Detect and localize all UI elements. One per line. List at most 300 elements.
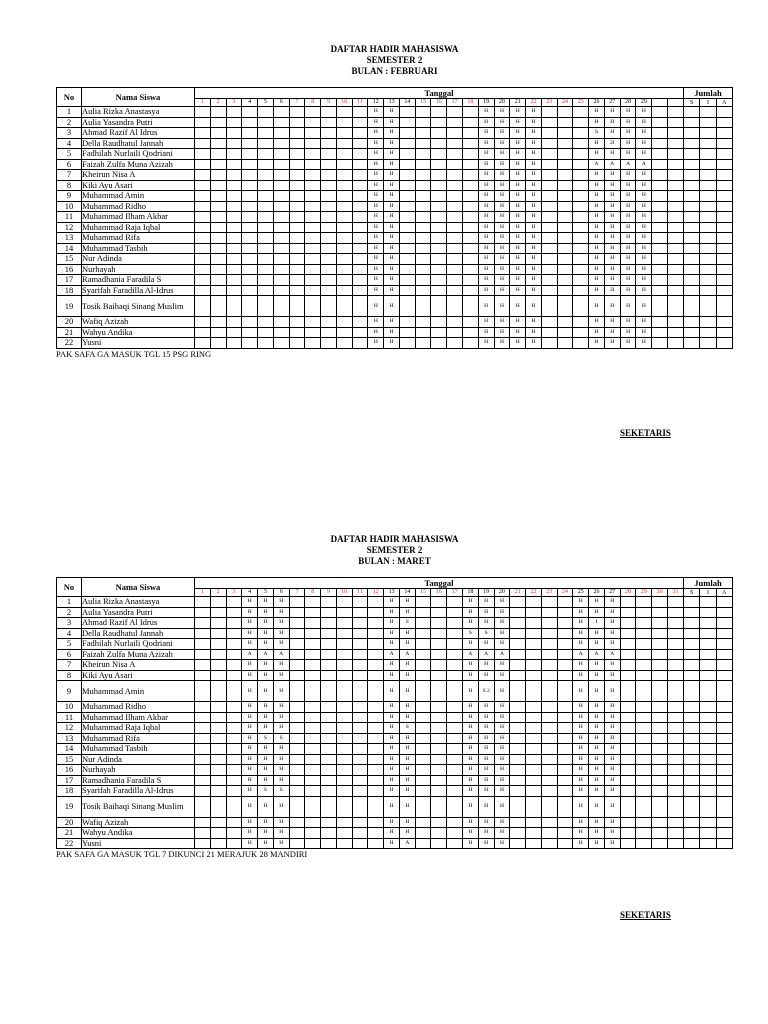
attendance-cell — [242, 243, 258, 254]
attendance-cell: H — [242, 828, 258, 839]
attendance-cell — [336, 159, 352, 170]
total-subheader: I — [700, 589, 716, 597]
attendance-cell — [336, 681, 352, 702]
attendance-cell: H — [478, 327, 494, 338]
total-cell — [700, 765, 716, 776]
student-name: Muhammad Raja Iqbal — [82, 723, 195, 734]
attendance-cell — [526, 828, 542, 839]
attendance-cell: A — [573, 649, 589, 660]
attendance-cell — [526, 733, 542, 744]
attendance-cell: H — [573, 786, 589, 797]
attendance-cell — [447, 180, 463, 191]
attendance-cell — [526, 618, 542, 629]
student-name: Nurhayah — [82, 264, 195, 275]
total-cell — [684, 712, 700, 723]
total-cell — [700, 597, 716, 608]
total-cell — [700, 754, 716, 765]
attendance-cell — [667, 702, 683, 713]
attendance-cell: H — [494, 670, 510, 681]
attendance-cell — [463, 191, 479, 202]
attendance-cell: H — [463, 817, 479, 828]
attendance-cell: H — [494, 128, 510, 139]
day-number: 27 — [604, 99, 620, 107]
total-cell — [700, 254, 716, 265]
attendance-cell: H — [589, 597, 605, 608]
attendance-cell — [415, 828, 431, 839]
attendance-cell — [447, 107, 463, 118]
attendance-cell — [226, 754, 242, 765]
day-number: 2 — [210, 99, 226, 107]
attendance-cell: H — [636, 264, 652, 275]
attendance-cell: H — [494, 607, 510, 618]
attendance-cell — [305, 681, 321, 702]
sheet-month: BULAN : FEBRUARI — [351, 66, 438, 76]
attendance-cell — [510, 712, 526, 723]
attendance-cell — [195, 149, 211, 160]
attendance-cell — [321, 754, 337, 765]
total-cell — [684, 128, 700, 139]
attendance-cell — [289, 264, 305, 275]
attendance-cell: H — [478, 138, 494, 149]
attendance-cell — [652, 817, 668, 828]
day-number: 6 — [273, 99, 289, 107]
attendance-cell — [431, 607, 447, 618]
attendance-cell — [667, 296, 683, 317]
column-no-header: No — [57, 578, 82, 597]
total-cell — [684, 317, 700, 328]
sheet-header — [56, 44, 733, 77]
student-row — [57, 180, 733, 191]
attendance-cell — [667, 170, 683, 181]
attendance-cell — [415, 117, 431, 128]
total-cell — [716, 817, 732, 828]
attendance-cell — [447, 828, 463, 839]
attendance-cell: H — [384, 775, 400, 786]
attendance-cell — [652, 243, 668, 254]
attendance-cell — [620, 733, 636, 744]
attendance-cell — [336, 775, 352, 786]
attendance-cell — [352, 327, 368, 338]
attendance-cell — [226, 838, 242, 849]
attendance-cell: H — [526, 212, 542, 223]
attendance-cell — [526, 838, 542, 849]
attendance-cell — [526, 639, 542, 650]
attendance-cell — [336, 786, 352, 797]
attendance-cell — [195, 327, 211, 338]
attendance-cell: H — [510, 317, 526, 328]
attendance-cell — [289, 702, 305, 713]
attendance-cell — [289, 212, 305, 223]
attendance-cell — [557, 775, 573, 786]
attendance-cell — [636, 765, 652, 776]
attendance-cell — [573, 180, 589, 191]
attendance-cell — [463, 254, 479, 265]
attendance-cell: H — [526, 275, 542, 286]
student-name: Aulia Rizka Anastasya — [82, 597, 195, 608]
attendance-cell — [352, 138, 368, 149]
attendance-cell — [305, 170, 321, 181]
attendance-cell — [258, 128, 274, 139]
attendance-cell: H — [384, 828, 400, 839]
attendance-cell — [526, 796, 542, 817]
student-name: Syarifah Faradilla Al-Idrus — [82, 786, 195, 797]
attendance-cell: H — [604, 660, 620, 671]
student-name: Kiki Ayu Asari — [82, 670, 195, 681]
attendance-cell: H — [589, 733, 605, 744]
attendance-cell — [620, 607, 636, 618]
attendance-cell — [226, 191, 242, 202]
attendance-cell — [226, 159, 242, 170]
attendance-cell — [447, 264, 463, 275]
attendance-cell — [652, 765, 668, 776]
attendance-cell — [289, 670, 305, 681]
attendance-cell — [258, 327, 274, 338]
attendance-cell: H — [510, 138, 526, 149]
attendance-cell — [321, 765, 337, 776]
attendance-cell: H — [273, 618, 289, 629]
attendance-cell — [399, 128, 415, 139]
attendance-cell — [431, 285, 447, 296]
attendance-cell — [667, 817, 683, 828]
attendance-cell — [305, 744, 321, 755]
attendance-cell — [195, 170, 211, 181]
attendance-cell — [321, 796, 337, 817]
total-cell — [716, 254, 732, 265]
attendance-cell — [321, 712, 337, 723]
attendance-cell — [620, 723, 636, 734]
attendance-cell — [305, 628, 321, 639]
day-number: 30 — [652, 589, 668, 597]
day-number: 20 — [494, 99, 510, 107]
total-cell — [700, 275, 716, 286]
attendance-cell — [620, 702, 636, 713]
total-cell — [716, 107, 732, 118]
total-cell — [684, 327, 700, 338]
attendance-cell — [526, 712, 542, 723]
attendance-cell — [415, 660, 431, 671]
attendance-cell — [667, 117, 683, 128]
attendance-cell — [667, 138, 683, 149]
attendance-cell — [541, 191, 557, 202]
attendance-cell — [399, 222, 415, 233]
attendance-cell — [352, 233, 368, 244]
attendance-cell — [431, 201, 447, 212]
attendance-cell: H — [478, 338, 494, 349]
attendance-cell — [258, 138, 274, 149]
attendance-cell — [210, 180, 226, 191]
attendance-cell — [336, 338, 352, 349]
attendance-cell — [557, 180, 573, 191]
attendance-cell — [289, 285, 305, 296]
attendance-cell — [636, 712, 652, 723]
attendance-cell — [289, 786, 305, 797]
attendance-cell: H — [573, 744, 589, 755]
student-number: 12 — [57, 222, 82, 233]
attendance-cell — [321, 744, 337, 755]
attendance-cell — [667, 233, 683, 244]
attendance-cell — [289, 117, 305, 128]
attendance-cell — [557, 733, 573, 744]
attendance-cell — [431, 170, 447, 181]
attendance-cell: H — [494, 327, 510, 338]
attendance-cell — [652, 117, 668, 128]
attendance-cell: H — [636, 107, 652, 118]
student-row — [57, 243, 733, 254]
attendance-cell — [541, 702, 557, 713]
student-number: 1 — [57, 107, 82, 118]
attendance-cell — [352, 180, 368, 191]
attendance-cell — [399, 212, 415, 223]
attendance-cell — [573, 275, 589, 286]
attendance-cell — [541, 138, 557, 149]
day-number: 31 — [667, 589, 683, 597]
attendance-cell — [273, 180, 289, 191]
attendance-cell: H — [478, 733, 494, 744]
attendance-cell: H — [258, 639, 274, 650]
attendance-cell — [226, 775, 242, 786]
attendance-cell — [321, 649, 337, 660]
attendance-cell: H — [399, 712, 415, 723]
attendance-cell — [573, 243, 589, 254]
attendance-cell — [273, 212, 289, 223]
attendance-cell — [557, 681, 573, 702]
attendance-cell — [510, 660, 526, 671]
attendance-cell — [667, 159, 683, 170]
attendance-cell — [652, 212, 668, 223]
attendance-cell: H — [494, 233, 510, 244]
attendance-cell — [463, 233, 479, 244]
student-row — [57, 128, 733, 139]
attendance-note: PAK SAFA GA MASUK TGL 7 DIKUNCI 21 MERAJUK 28 MANDIRI — [56, 849, 308, 859]
attendance-cell — [415, 201, 431, 212]
attendance-cell — [226, 639, 242, 650]
attendance-cell: H — [510, 275, 526, 286]
student-number: 17 — [57, 275, 82, 286]
attendance-cell: H — [604, 618, 620, 629]
attendance-cell — [258, 338, 274, 349]
attendance-cell: H — [242, 597, 258, 608]
attendance-cell — [541, 296, 557, 317]
attendance-cell: H — [478, 264, 494, 275]
attendance-cell: H — [573, 765, 589, 776]
attendance-cell: H — [526, 128, 542, 139]
attendance-cell — [336, 817, 352, 828]
attendance-cell: H — [273, 744, 289, 755]
attendance-cell — [305, 149, 321, 160]
attendance-cell: H — [384, 796, 400, 817]
total-cell — [684, 275, 700, 286]
attendance-cell: H — [604, 670, 620, 681]
attendance-cell — [447, 243, 463, 254]
student-name: Ramadhania Faradila S — [82, 775, 195, 786]
attendance-cell — [258, 254, 274, 265]
total-subheader: A — [716, 589, 732, 597]
attendance-cell — [242, 180, 258, 191]
attendance-cell — [195, 639, 211, 650]
attendance-cell: H — [589, 201, 605, 212]
attendance-cell — [321, 317, 337, 328]
total-cell — [700, 660, 716, 671]
attendance-cell — [431, 775, 447, 786]
attendance-cell: H — [620, 317, 636, 328]
attendance-cell: H — [384, 264, 400, 275]
attendance-cell — [526, 786, 542, 797]
attendance-cell — [210, 670, 226, 681]
attendance-cell: H — [604, 149, 620, 160]
student-name: Muhammad Tasbih — [82, 744, 195, 755]
attendance-cell — [541, 649, 557, 660]
attendance-cell: H — [384, 628, 400, 639]
attendance-cell — [415, 681, 431, 702]
attendance-cell — [258, 264, 274, 275]
attendance-cell — [321, 681, 337, 702]
attendance-cell — [541, 128, 557, 139]
total-cell — [684, 765, 700, 776]
attendance-cell: H — [273, 660, 289, 671]
attendance-cell — [447, 796, 463, 817]
total-cell — [684, 170, 700, 181]
attendance-cell — [195, 191, 211, 202]
attendance-cell: H — [510, 159, 526, 170]
attendance-cell — [210, 649, 226, 660]
total-cell — [716, 702, 732, 713]
attendance-cell: H — [273, 796, 289, 817]
attendance-cell — [510, 639, 526, 650]
attendance-cell: H — [636, 285, 652, 296]
attendance-cell: H — [604, 817, 620, 828]
attendance-cell — [368, 775, 384, 786]
attendance-cell: H — [494, 296, 510, 317]
day-number: 15 — [415, 589, 431, 597]
attendance-cell — [336, 212, 352, 223]
attendance-cell — [541, 607, 557, 618]
attendance-cell — [226, 796, 242, 817]
attendance-cell: H — [526, 180, 542, 191]
attendance-cell: H — [478, 107, 494, 118]
student-name: Muhammad Ridho — [82, 201, 195, 212]
attendance-cell: H — [494, 117, 510, 128]
attendance-cell — [368, 754, 384, 765]
sheet-semester: SEMESTER 2 — [366, 55, 423, 65]
attendance-cell: H — [384, 723, 400, 734]
total-cell — [700, 817, 716, 828]
student-name: Fadhilah Nurlaili Qodriani — [82, 639, 195, 650]
attendance-cell: H — [526, 107, 542, 118]
attendance-cell — [305, 765, 321, 776]
student-name: Muhammad Rifa — [82, 233, 195, 244]
attendance-cell — [447, 233, 463, 244]
attendance-cell — [368, 712, 384, 723]
student-row — [57, 296, 733, 317]
attendance-cell — [415, 327, 431, 338]
total-cell — [700, 128, 716, 139]
total-cell — [700, 628, 716, 639]
attendance-cell: H — [636, 254, 652, 265]
attendance-cell: H — [273, 597, 289, 608]
attendance-cell — [573, 149, 589, 160]
attendance-cell — [463, 296, 479, 317]
attendance-cell — [557, 744, 573, 755]
attendance-cell — [336, 597, 352, 608]
attendance-cell: H — [463, 618, 479, 629]
attendance-cell: H — [494, 702, 510, 713]
attendance-cell — [541, 828, 557, 839]
total-cell — [716, 607, 732, 618]
attendance-cell: H — [510, 128, 526, 139]
attendance-cell: H — [258, 775, 274, 786]
attendance-cell: H — [258, 618, 274, 629]
attendance-cell: H — [368, 254, 384, 265]
attendance-cell: H — [604, 264, 620, 275]
attendance-cell — [541, 180, 557, 191]
attendance-cell: H — [604, 754, 620, 765]
student-row — [57, 828, 733, 839]
attendance-cell — [557, 317, 573, 328]
attendance-cell — [336, 201, 352, 212]
attendance-cell — [573, 296, 589, 317]
attendance-cell — [652, 838, 668, 849]
attendance-cell — [447, 296, 463, 317]
attendance-cell — [526, 744, 542, 755]
attendance-cell — [273, 222, 289, 233]
attendance-cell: H — [478, 660, 494, 671]
attendance-cell: H — [573, 733, 589, 744]
attendance-cell: H — [573, 817, 589, 828]
attendance-cell — [431, 275, 447, 286]
attendance-cell — [195, 285, 211, 296]
attendance-cell — [667, 327, 683, 338]
attendance-cell — [242, 296, 258, 317]
attendance-cell — [573, 327, 589, 338]
attendance-cell — [258, 149, 274, 160]
attendance-cell: H — [478, 222, 494, 233]
attendance-cell: H — [526, 243, 542, 254]
attendance-cell — [226, 670, 242, 681]
attendance-cell: H — [242, 660, 258, 671]
attendance-cell — [463, 264, 479, 275]
attendance-cell: H — [494, 660, 510, 671]
attendance-cell — [541, 754, 557, 765]
total-cell — [716, 754, 732, 765]
attendance-cell — [305, 838, 321, 849]
total-cell — [684, 670, 700, 681]
day-number: 23 — [541, 589, 557, 597]
day-number: 28 — [620, 99, 636, 107]
attendance-cell — [526, 754, 542, 765]
attendance-cell: H — [399, 754, 415, 765]
attendance-cell — [321, 733, 337, 744]
attendance-cell: H — [604, 338, 620, 349]
attendance-cell — [273, 128, 289, 139]
attendance-cell: H — [494, 639, 510, 650]
attendance-cell — [636, 618, 652, 629]
attendance-cell — [195, 765, 211, 776]
attendance-cell — [289, 775, 305, 786]
attendance-cell: H — [573, 775, 589, 786]
attendance-cell — [667, 639, 683, 650]
attendance-cell — [636, 817, 652, 828]
attendance-cell: H — [368, 117, 384, 128]
attendance-cell — [415, 107, 431, 118]
attendance-cell — [667, 838, 683, 849]
attendance-cell: H — [258, 597, 274, 608]
attendance-cell — [321, 296, 337, 317]
attendance-cell — [415, 159, 431, 170]
attendance-cell — [526, 628, 542, 639]
total-cell — [684, 744, 700, 755]
attendance-cell: 2I — [604, 285, 620, 296]
attendance-cell: H — [368, 243, 384, 254]
